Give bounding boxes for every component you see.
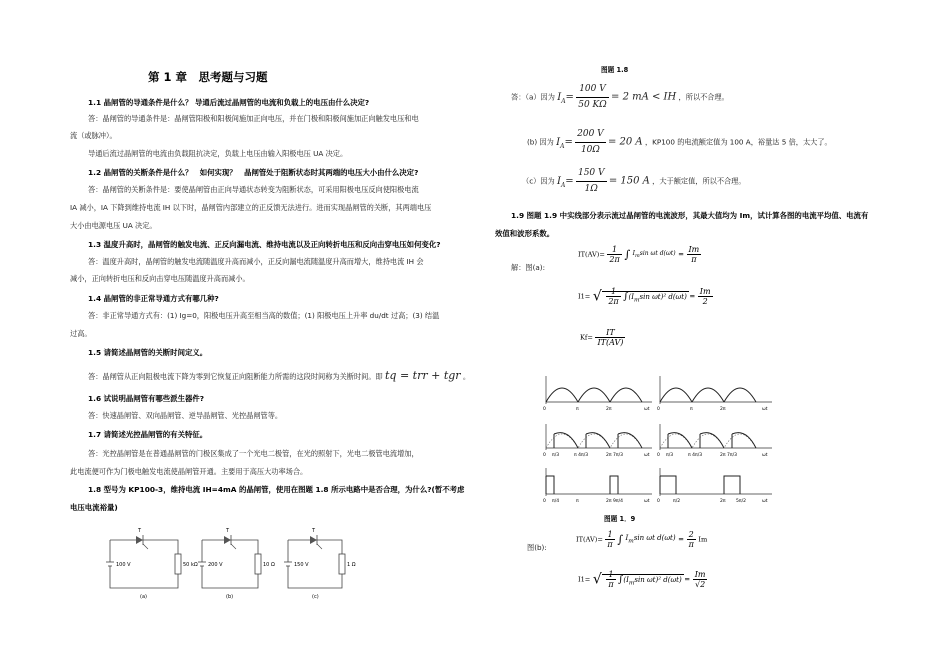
answer-text: IA 减小，IA 下降到维持电流 IH 以下时，晶闸管内部建立的正反馈无法进行。进而实现晶闸管的关断，其两端电压	[70, 203, 432, 212]
fraction	[693, 570, 708, 589]
tick-label: ωt	[762, 407, 768, 412]
formula-lhs: IT(AV)=	[576, 535, 603, 544]
denominator: √2	[694, 580, 706, 589]
resistor-icon	[339, 554, 345, 574]
formula-lhs: IT(AV)=	[578, 250, 605, 259]
answer-1-8-b	[527, 127, 832, 158]
answer-text	[88, 368, 470, 384]
question-1-2: 1.2 晶闸管的关断条件是什么？ 如何实现？ 晶闸管处于阻断状态时其两端的电压大小由什么决定?	[88, 168, 419, 177]
tick-label: 0	[657, 407, 660, 412]
denominator: 50 KΩ	[578, 100, 607, 110]
answer-text: 导通后流过晶闸管的电流由负载阻抗决定，负载上电压由输入阳极电压 UA 决定。	[88, 149, 348, 158]
denominator: 2	[702, 297, 708, 306]
circuit-c	[284, 528, 356, 600]
answer-text: 答：光控晶闸管是在普通晶闸管的门极区集成了一个光电二极管，在光的照射下，光电二极管电流增加，	[88, 449, 419, 458]
tick-label: π	[576, 407, 579, 412]
integrand: $I_m\sin$ ωt d(ωt)	[625, 534, 676, 545]
circuit-label: (b)	[226, 594, 234, 600]
tick-label: 0	[543, 499, 546, 504]
figure-caption-1-8: 图题 1.8	[601, 66, 629, 74]
tick-label: 2π 9π/4	[606, 499, 623, 504]
denominator: 10Ω	[580, 145, 600, 155]
waveform-row2-left	[543, 424, 652, 458]
sqrt-icon: √	[592, 288, 602, 305]
tick-label: π/3	[666, 453, 674, 458]
numerator: IT	[595, 328, 625, 338]
answer-text: 答：非正常导通方式有：(1) Ig=0，阳极电压升高至相当高的数值；(1) 阳极电压上升率 du/dt 过高；(3) 结温	[88, 311, 440, 320]
equation-rhs: = 20 A	[607, 136, 643, 148]
question-1-9-cont: 效值和波形系数。	[495, 229, 555, 238]
answer-text: 减小，正向转折电压和反向击穿电压随温度升高而减小。	[70, 274, 250, 283]
answer-end: 。	[462, 372, 471, 381]
numerator: 200 V	[575, 127, 606, 143]
formula-kf-a	[580, 328, 625, 347]
formula-tq: tq = trr + tgr	[385, 369, 461, 382]
tick-label: 2π 7π/3	[720, 453, 737, 458]
answer-text: 答：晶闸管的关断条件是：要使晶闸管由正向导通状态转变为阻断状态，可采用阳极电压反向使阳极电流	[88, 185, 419, 194]
answer-text: 答：温度升高时，晶闸管的触发电流随温度升高而减小，正反向漏电流随温度升高而增大，维持电流 IH 会	[88, 257, 424, 266]
question-1-6: 1.6 试说明晶闸管有哪些派生器件?	[88, 394, 205, 403]
formula-iav-a: IT(AV)= $\frac{1}{2\pi}$ ∫ $I_m\sin$ ωt d(ωt) = $\frac{Im}{\pi}$	[578, 245, 700, 264]
question-1-3: 1.3 温度升高时，晶闸管的触发电流、正反向漏电流、维持电流以及正向转折电压和反向击穿电压如何变化?	[88, 240, 441, 249]
question-1-8-cont: 电压电流裕量)	[70, 503, 118, 512]
circuit-b	[198, 528, 275, 600]
resistor-icon	[175, 554, 181, 574]
resistance-label: 50 kΩ	[183, 562, 198, 568]
symbol-IA: $I_A=$	[557, 91, 574, 105]
answer-text: 此电流便可作为门极电触发电流使晶闸管开通。主要用于高压大功率场合。	[70, 467, 308, 476]
thyristor-icon	[310, 536, 317, 544]
voltage-label: 200 V	[208, 562, 223, 568]
tick-label: 0	[657, 499, 660, 504]
question-1-4: 1.4 晶闸管的非正常导通方式有哪几种?	[88, 294, 219, 303]
answer-text: 过高。	[70, 329, 92, 338]
numerator: Im	[694, 570, 706, 579]
question-1-5: 1.5 请简述晶闸管的关断时间定义。	[88, 348, 208, 357]
solution-label-a: 解：图(a):	[511, 263, 545, 272]
equation-rhs: = 150 A	[608, 175, 650, 187]
formula-lhs: Kf=	[580, 333, 593, 342]
answer-prefix: （c）因为	[522, 176, 555, 186]
answer-suffix: ，大于额定值，所以不合理。	[652, 176, 746, 186]
denominator: π	[688, 540, 694, 549]
answer-text: 流（或脉冲）。	[70, 131, 117, 140]
chapter-title: 第 1 章 思考题与习题	[148, 70, 268, 84]
formula-irms-a: I1= √ $\frac{1}{2\pi}$ $\int(I_m\sin$ ωt)² d(ωt) = $\frac{Im}{2}$	[578, 287, 711, 306]
resistance-label: 1 Ω	[347, 562, 356, 568]
waveform-row1-left	[543, 376, 652, 412]
answer-prefix: 答：（a）因为	[511, 92, 555, 102]
fraction	[576, 82, 609, 113]
resistance-label: 10 Ω	[263, 562, 275, 568]
tick-label: 2π 7π/3	[606, 453, 623, 458]
thyristor-label: T	[138, 528, 142, 534]
circuit-a	[106, 528, 198, 600]
answer-1-8-c	[522, 166, 746, 197]
formula-irms-b: I1= √ $\frac{1}{\pi}$ $\int(I_m\sin$ ωt)² d(ωt) = $\frac{Im}{√2}$	[578, 570, 706, 589]
tick-label: 0	[543, 453, 546, 458]
tick-label: π	[576, 499, 579, 504]
formula-lhs: I1=	[578, 575, 591, 584]
formula-iav-b: IT(AV)= $\frac{1}{\pi}$ ∫ $I_m\sin$ ωt d(ωt) = $\frac{2}{\pi}$ Im	[576, 530, 708, 549]
question-1-1: 1.1 晶闸管的导通条件是什么？ 导通后流过晶闸管的电流和负载上的电压由什么决定?	[88, 98, 370, 107]
tick-label: ωt	[762, 499, 768, 504]
resistor-icon	[255, 554, 261, 574]
question-1-8: 1.8 型号为 KP100-3，维持电流 IH=4mA 的晶闸管，使用在图题 1.8 所示电路中是否合理，为什么?(暂不考虑	[88, 485, 465, 494]
tick-label: ωt	[644, 453, 650, 458]
fraction	[576, 166, 607, 197]
circuit-label: (a)	[140, 594, 147, 600]
thyristor-label: T	[226, 528, 230, 534]
waveform-row3-right	[657, 468, 772, 504]
tick-label: ωt	[644, 407, 650, 412]
fraction	[687, 245, 702, 264]
fraction	[575, 127, 606, 158]
voltage-label: 150 V	[294, 562, 309, 568]
numerator: Im	[699, 287, 711, 296]
unit: Im	[698, 535, 708, 544]
waveform-row1-right	[657, 376, 772, 412]
tick-label: π	[690, 407, 693, 412]
equation-rhs: = 2 mA < IH	[611, 91, 677, 103]
tick-label: 0	[543, 407, 546, 412]
fraction	[687, 530, 696, 549]
waveform-row2-right	[657, 424, 772, 458]
numerator: 150 V	[576, 166, 607, 182]
tick-label: 0	[657, 453, 660, 458]
answer-prefix: (b) 因为	[527, 137, 554, 147]
tick-label: π/4	[552, 499, 560, 504]
denominator: IT(AV)	[597, 338, 624, 347]
fraction	[698, 287, 713, 306]
waveform-figure-1-9	[540, 372, 780, 506]
thyristor-icon	[224, 536, 231, 544]
tick-label: π/2	[673, 499, 681, 504]
circuit-figure-1-8	[100, 522, 360, 600]
integrand: $I_m\sin$ ωt d(ωt)	[632, 249, 676, 260]
tick-label: 2π	[720, 499, 726, 504]
numerator: 2	[687, 530, 696, 540]
numerator: 100 V	[576, 82, 609, 98]
tick-label: 2π	[606, 407, 612, 412]
question-1-7: 1.7 请简述光控晶闸管的有关特征。	[88, 430, 208, 439]
thyristor-label: T	[312, 528, 316, 534]
tick-label: π 4π/3	[688, 453, 703, 458]
answer-suffix: ，所以不合理。	[678, 92, 729, 102]
thyristor-icon	[136, 536, 143, 544]
answer-1-8-a	[511, 82, 729, 113]
denominator: π	[691, 255, 697, 264]
fraction: $\frac{1}{\pi}$	[607, 530, 613, 549]
answer-text: 答：快速晶闸管、双向晶闸管、逆导晶闸管、光控晶闸管等。	[88, 411, 283, 420]
symbol-IA: $I_A=$	[556, 136, 573, 150]
circuit-label: (c)	[312, 594, 319, 600]
answer-text: 答：晶闸管的导通条件是：晶闸管阳极和阳极间施加正向电压，并在门极和阳极间施加正向触发电压和电	[88, 114, 419, 123]
symbol-IA: $I_A=$	[557, 175, 574, 189]
tick-label: 2π	[720, 407, 726, 412]
answer-text: 大小由电源电压 UA 决定。	[70, 221, 157, 230]
fraction: $\frac{1}{2\pi}$	[609, 245, 620, 264]
numerator: Im	[688, 245, 700, 254]
fraction	[595, 328, 625, 347]
formula-lhs: I1=	[578, 292, 591, 301]
figure-caption-1-9: 图题 1．9	[604, 515, 636, 523]
integral-icon: ∫	[617, 533, 623, 546]
solution-label-b: 图(b):	[527, 543, 547, 552]
question-1-9: 1.9 图题 1.9 中实线部分表示流过晶闸管的电流波形，其最大值均为 Im，试计算各图的电流平均值、电流有	[511, 211, 869, 220]
integral-icon: ∫	[624, 248, 631, 261]
sqrt-icon: √	[592, 571, 602, 588]
waveform-row3-left	[543, 468, 652, 504]
tick-label: ωt	[644, 499, 650, 504]
tick-label: π/3	[552, 453, 560, 458]
tick-label: π 4π/3	[574, 453, 589, 458]
voltage-label: 100 V	[116, 562, 131, 568]
tick-label: 5π/2	[736, 499, 746, 504]
tick-label: ωt	[762, 453, 768, 458]
answer-text-body: 答：晶闸管从正向阻极电流下降为零到它恢复正向阻断能力所需的这段时间称为关断时间。即	[88, 372, 383, 381]
answer-suffix: ，KP100 的电流额定值为 100 A，裕量达 5 倍，太大了。	[644, 137, 832, 147]
denominator: 1Ω	[584, 184, 598, 194]
